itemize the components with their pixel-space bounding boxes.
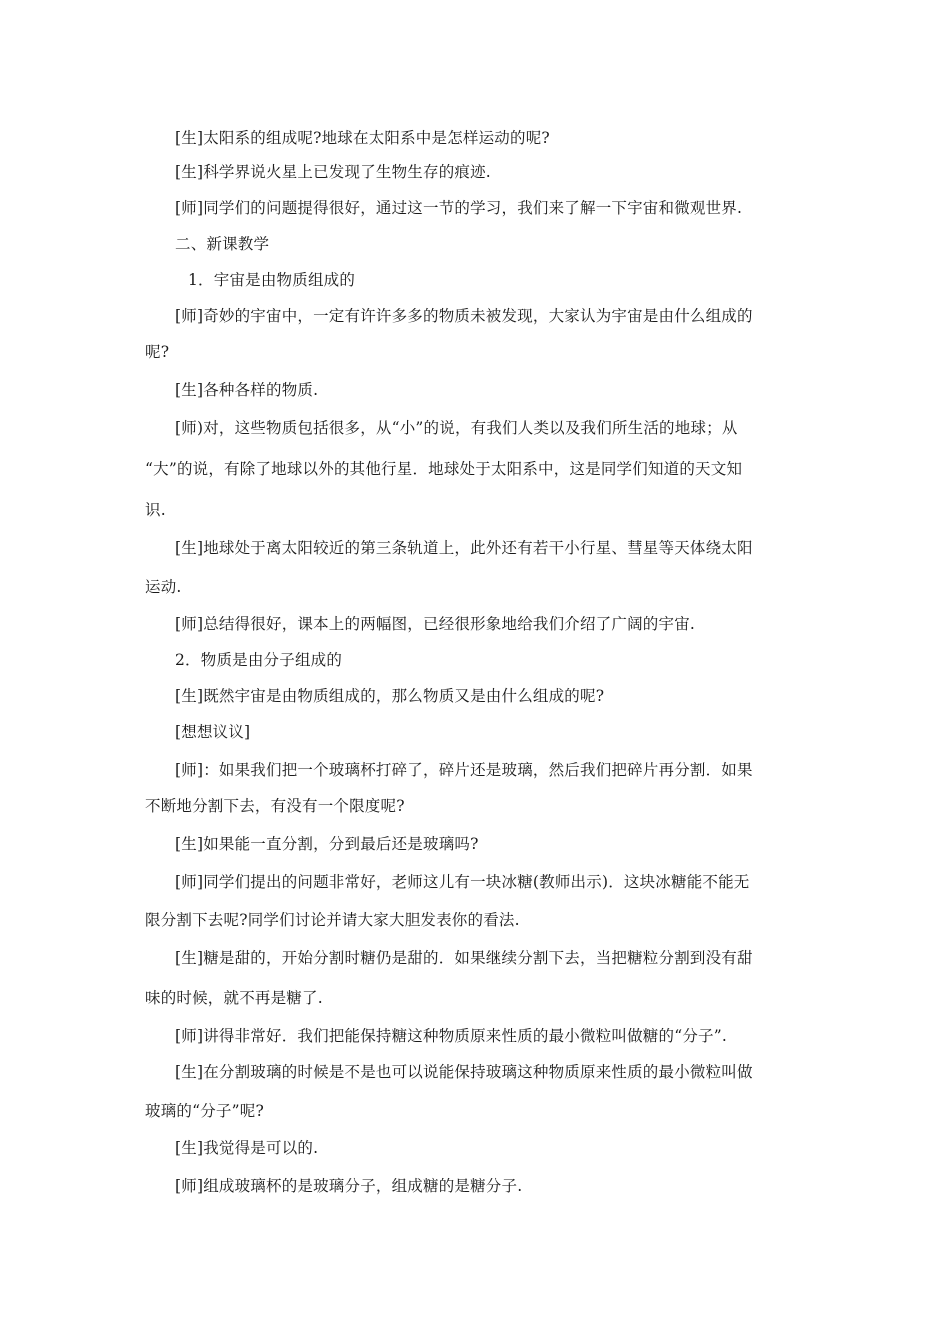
paragraph-line: [师)对，这些物质包括很多，从“小”的说，有我们人类以及我们所生活的地球；从: [175, 419, 738, 437]
subsection-heading: 1．宇宙是由物质组成的: [188, 271, 356, 289]
paragraph-line: [生]如果能一直分割，分到最后还是玻璃吗?: [175, 835, 479, 853]
paragraph-line: [生]地球处于离太阳较近的第三条轨道上，此外还有若干小行星、彗星等天体绕太阳: [175, 539, 753, 557]
paragraph-line: “大”的说，有除了地球以外的其他行星．地球处于太阳系中，这是同学们知道的天文知: [145, 460, 743, 478]
paragraph-line: [师]同学们的问题提得很好，通过这一节的学习，我们来了解一下宇宙和微观世界.: [175, 199, 743, 217]
paragraph-line: [生]我觉得是可以的.: [175, 1139, 319, 1157]
paragraph-line: [生]太阳系的组成呢?地球在太阳系中是怎样运动的呢?: [175, 129, 550, 147]
paragraph-line: 呢?: [145, 343, 170, 361]
section-heading: 二、新课教学: [175, 235, 270, 253]
paragraph-line: [师]奇妙的宇宙中，一定有许许多多的物质未被发现，大家认为宇宙是由什么组成的: [175, 307, 753, 325]
paragraph-line: [生]科学界说火星上已发现了生物生存的痕迹.: [175, 163, 491, 181]
paragraph-line: 识.: [145, 501, 166, 519]
paragraph-line: [师]：如果我们把一个玻璃杯打碎了，碎片还是玻璃，然后我们把碎片再分割．如果: [175, 761, 753, 779]
paragraph-line: [师]总结得很好，课本上的两幅图，已经很形象地给我们介绍了广阔的宇宙.: [175, 615, 696, 633]
paragraph-line: [师]组成玻璃杯的是玻璃分子，组成糖的是糖分子.: [175, 1177, 523, 1195]
paragraph-line: 不断地分割下去，有没有一个限度呢?: [145, 797, 405, 815]
paragraph-line: [想想议议]: [175, 723, 251, 741]
paragraph-line: [生]糖是甜的，开始分割时糖仍是甜的．如果继续分割下去，当把糖粒分割到没有甜: [175, 949, 753, 967]
subsection-heading: 2．物质是由分子组成的: [175, 651, 343, 669]
paragraph-line: [师]同学们提出的问题非常好，老师这儿有一块冰糖(教师出示)．这块冰糖能不能无: [175, 873, 750, 891]
paragraph-line: [师]讲得非常好．我们把能保持糖这种物质原来性质的最小微粒叫做糖的“分子”.: [175, 1027, 727, 1045]
paragraph-line: 玻璃的“分子”呢?: [145, 1102, 264, 1120]
paragraph-line: [生]在分割玻璃的时候是不是也可以说能保持玻璃这种物质原来性质的最小微粒叫做: [175, 1063, 753, 1081]
paragraph-line: [生]既然宇宙是由物质组成的，那么物质又是由什么组成的呢?: [175, 687, 605, 705]
paragraph-line: 味的时候，就不再是糖了.: [145, 989, 323, 1007]
paragraph-line: [生]各种各样的物质.: [175, 381, 319, 399]
paragraph-line: 运动.: [145, 578, 182, 596]
paragraph-line: 限分割下去呢?同学们讨论并请大家大胆发表你的看法.: [145, 911, 520, 929]
